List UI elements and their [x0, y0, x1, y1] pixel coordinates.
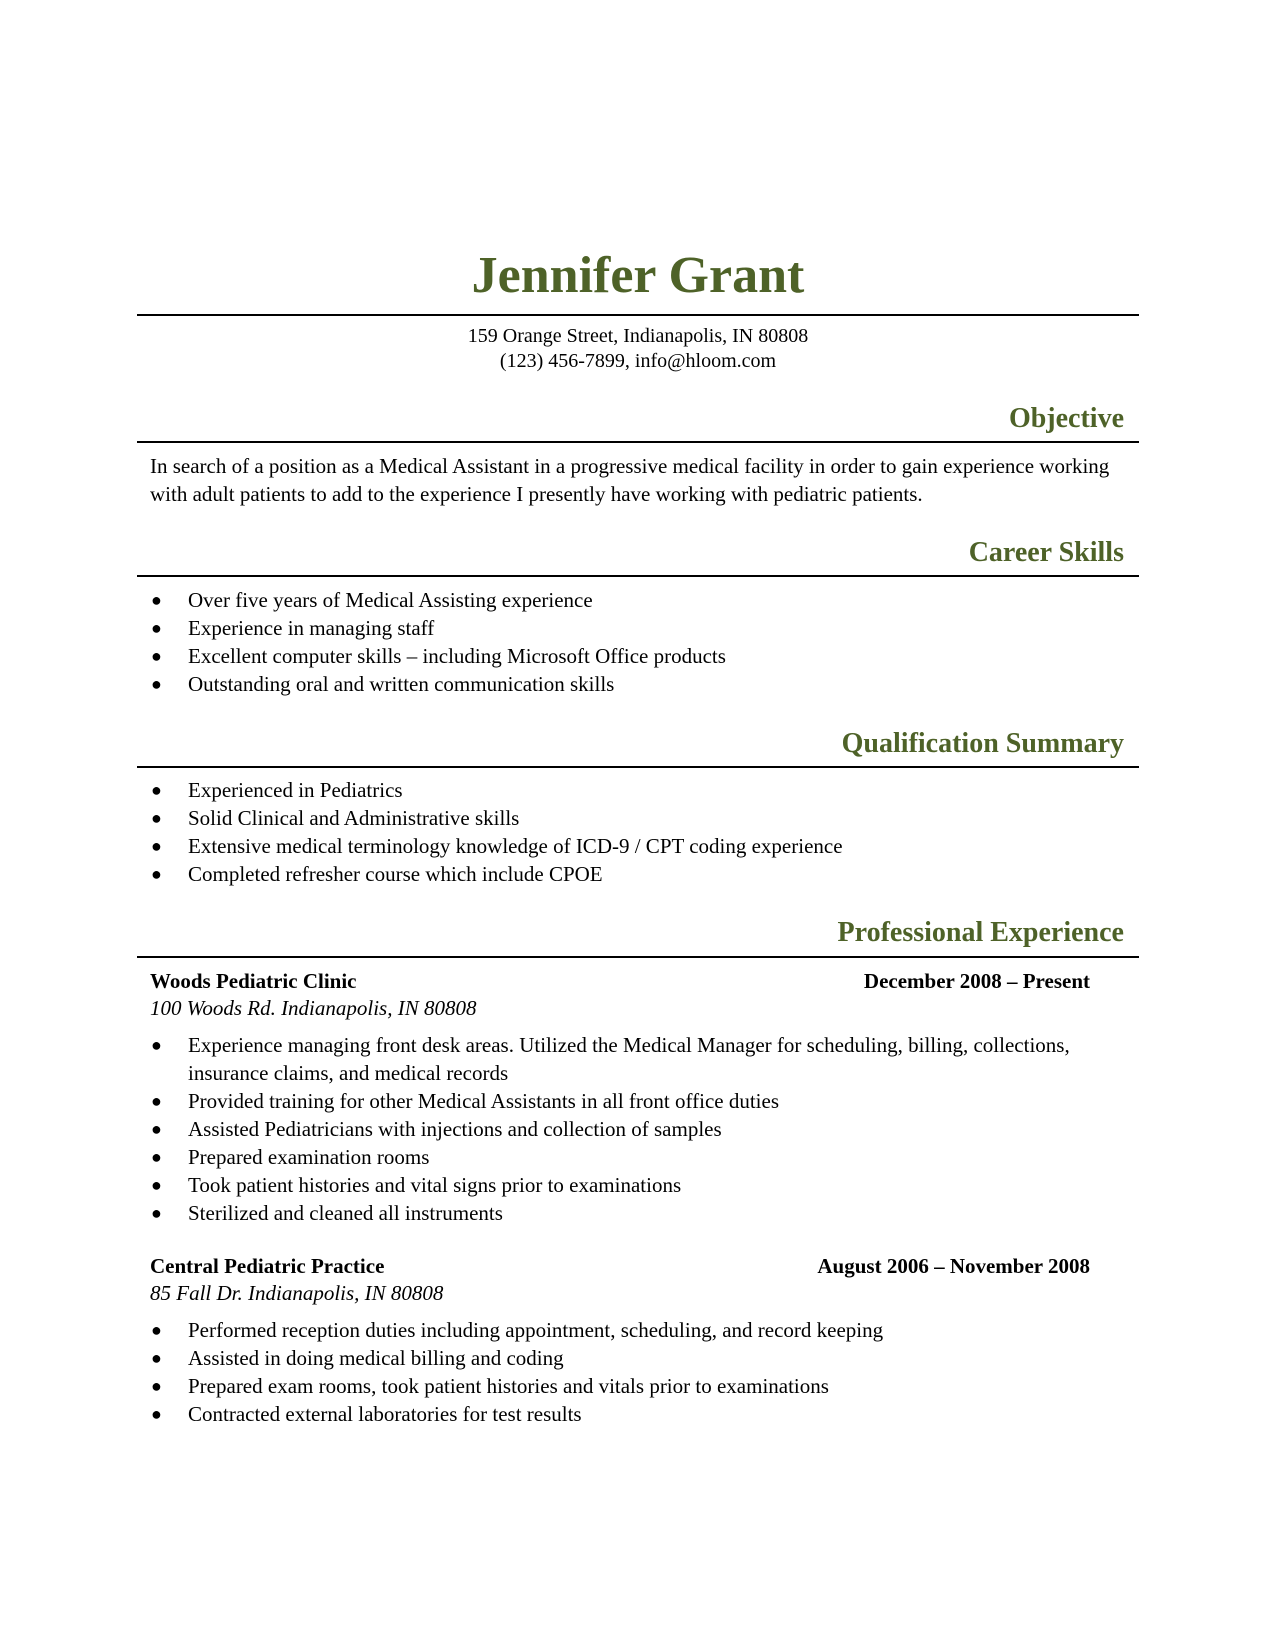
list-item	[150, 832, 1110, 860]
duty-text: Performed reception duties including appointment, scheduling, and record keeping	[188, 1318, 884, 1342]
duty-text: Assisted Pediatricians with injections and collection of samples	[188, 1117, 722, 1141]
header-divider	[137, 314, 1139, 316]
list-item	[150, 860, 1110, 888]
company-location: 100 Woods Rd. Indianapolis, IN 80808	[150, 996, 477, 1020]
duty-text: Contracted external laboratories for test results	[188, 1402, 582, 1426]
company-location: 85 Fall Dr. Indianapolis, IN 80808	[150, 1281, 444, 1305]
bullet-icon: ●	[151, 674, 162, 694]
duty-text: Assisted in doing medical billing and coding	[188, 1346, 564, 1370]
list-item	[150, 586, 1110, 614]
contact-phone-email: (123) 456-7899, info@hloom.com	[499, 350, 777, 372]
career-skills-divider	[137, 575, 1139, 577]
list-item	[150, 1199, 1070, 1227]
employment-dates: August 2006 – November 2008	[817, 1254, 1090, 1278]
company-name: Woods Pediatric Clinic	[150, 969, 357, 993]
bullet-icon: ●	[151, 1175, 162, 1195]
bullet-icon: ●	[151, 1348, 162, 1368]
bullet-icon: ●	[151, 618, 162, 638]
duty-text: Took patient histories and vital signs prior to examinations	[188, 1173, 682, 1197]
qualification-summary-heading: Qualification Summary	[841, 728, 1124, 759]
list-item	[150, 776, 1110, 804]
bullet-icon: ●	[151, 1091, 162, 1111]
bullet-icon: ●	[151, 1203, 162, 1223]
bullet-icon: ●	[151, 1035, 162, 1055]
professional-experience-heading: Professional Experience	[837, 917, 1124, 948]
objective-text: In search of a position as a Medical Assistant in a progressive medical facility in order to gain experience working with adult patients to add to the experience I presently have working with pediatric patients.	[150, 454, 1110, 506]
list-item	[150, 1372, 1070, 1400]
list-item	[150, 1400, 1070, 1428]
contact-address: 159 Orange Street, Indianapolis, IN 80808	[467, 325, 809, 347]
qualification-text: Solid Clinical and Administrative skills	[188, 806, 520, 830]
career-skill-text: Outstanding oral and written communication skills	[188, 672, 615, 696]
qualification-summary-divider	[137, 766, 1139, 768]
job-duties-list	[150, 1031, 1070, 1227]
career-skills-list	[150, 586, 1110, 698]
career-skill-text: Excellent computer skills – including Microsoft Office products	[188, 644, 726, 668]
bullet-icon: ●	[151, 780, 162, 800]
company-name: Central Pediatric Practice	[150, 1254, 385, 1278]
objective-divider	[137, 441, 1139, 443]
bullet-icon: ●	[151, 836, 162, 856]
list-item	[150, 804, 1110, 832]
list-item	[150, 1115, 1070, 1143]
duty-text: Provided training for other Medical Assistants in all front office duties	[188, 1089, 779, 1113]
job-header	[150, 967, 1090, 995]
list-item	[150, 1344, 1070, 1372]
qualification-summary-list	[150, 776, 1110, 888]
list-item	[150, 1087, 1070, 1115]
job-header	[150, 1252, 1090, 1280]
bullet-icon: ●	[151, 1147, 162, 1167]
list-item	[150, 670, 1110, 698]
qualification-text: Extensive medical terminology knowledge of ICD-9 / CPT coding experience	[188, 834, 843, 858]
list-item	[150, 1316, 1070, 1344]
list-item	[150, 1171, 1070, 1199]
qualification-text: Completed refresher course which include CPOE	[188, 862, 603, 886]
duty-text: Sterilized and cleaned all instruments	[188, 1201, 503, 1225]
bullet-icon: ●	[151, 864, 162, 884]
bullet-icon: ●	[151, 1404, 162, 1424]
list-item	[150, 614, 1110, 642]
bullet-icon: ●	[151, 1376, 162, 1396]
career-skill-text: Over five years of Medical Assisting experience	[188, 588, 593, 612]
career-skills-heading: Career Skills	[968, 537, 1124, 568]
objective-heading: Objective	[1008, 403, 1124, 434]
job-duties-list	[150, 1316, 1070, 1428]
list-item	[150, 1031, 1070, 1087]
qualification-text: Experienced in Pediatrics	[188, 778, 403, 802]
professional-experience-divider	[137, 956, 1139, 958]
bullet-icon: ●	[151, 1320, 162, 1340]
list-item	[150, 642, 1110, 670]
employment-dates: December 2008 – Present	[863, 969, 1090, 993]
bullet-icon: ●	[151, 646, 162, 666]
bullet-icon: ●	[151, 1119, 162, 1139]
applicant-name: Jennifer Grant	[471, 247, 805, 304]
list-item	[150, 1143, 1070, 1171]
career-skill-text: Experience in managing staff	[188, 616, 435, 640]
duty-text: Prepared exam rooms, took patient histories and vitals prior to examinations	[188, 1374, 829, 1398]
duty-text: Experience managing front desk areas. Utilized the Medical Manager for scheduling, billing, collections, insurance claims, and medical records	[188, 1033, 1070, 1085]
duty-text: Prepared examination rooms	[188, 1145, 430, 1169]
bullet-icon: ●	[151, 808, 162, 828]
bullet-icon: ●	[151, 590, 162, 610]
